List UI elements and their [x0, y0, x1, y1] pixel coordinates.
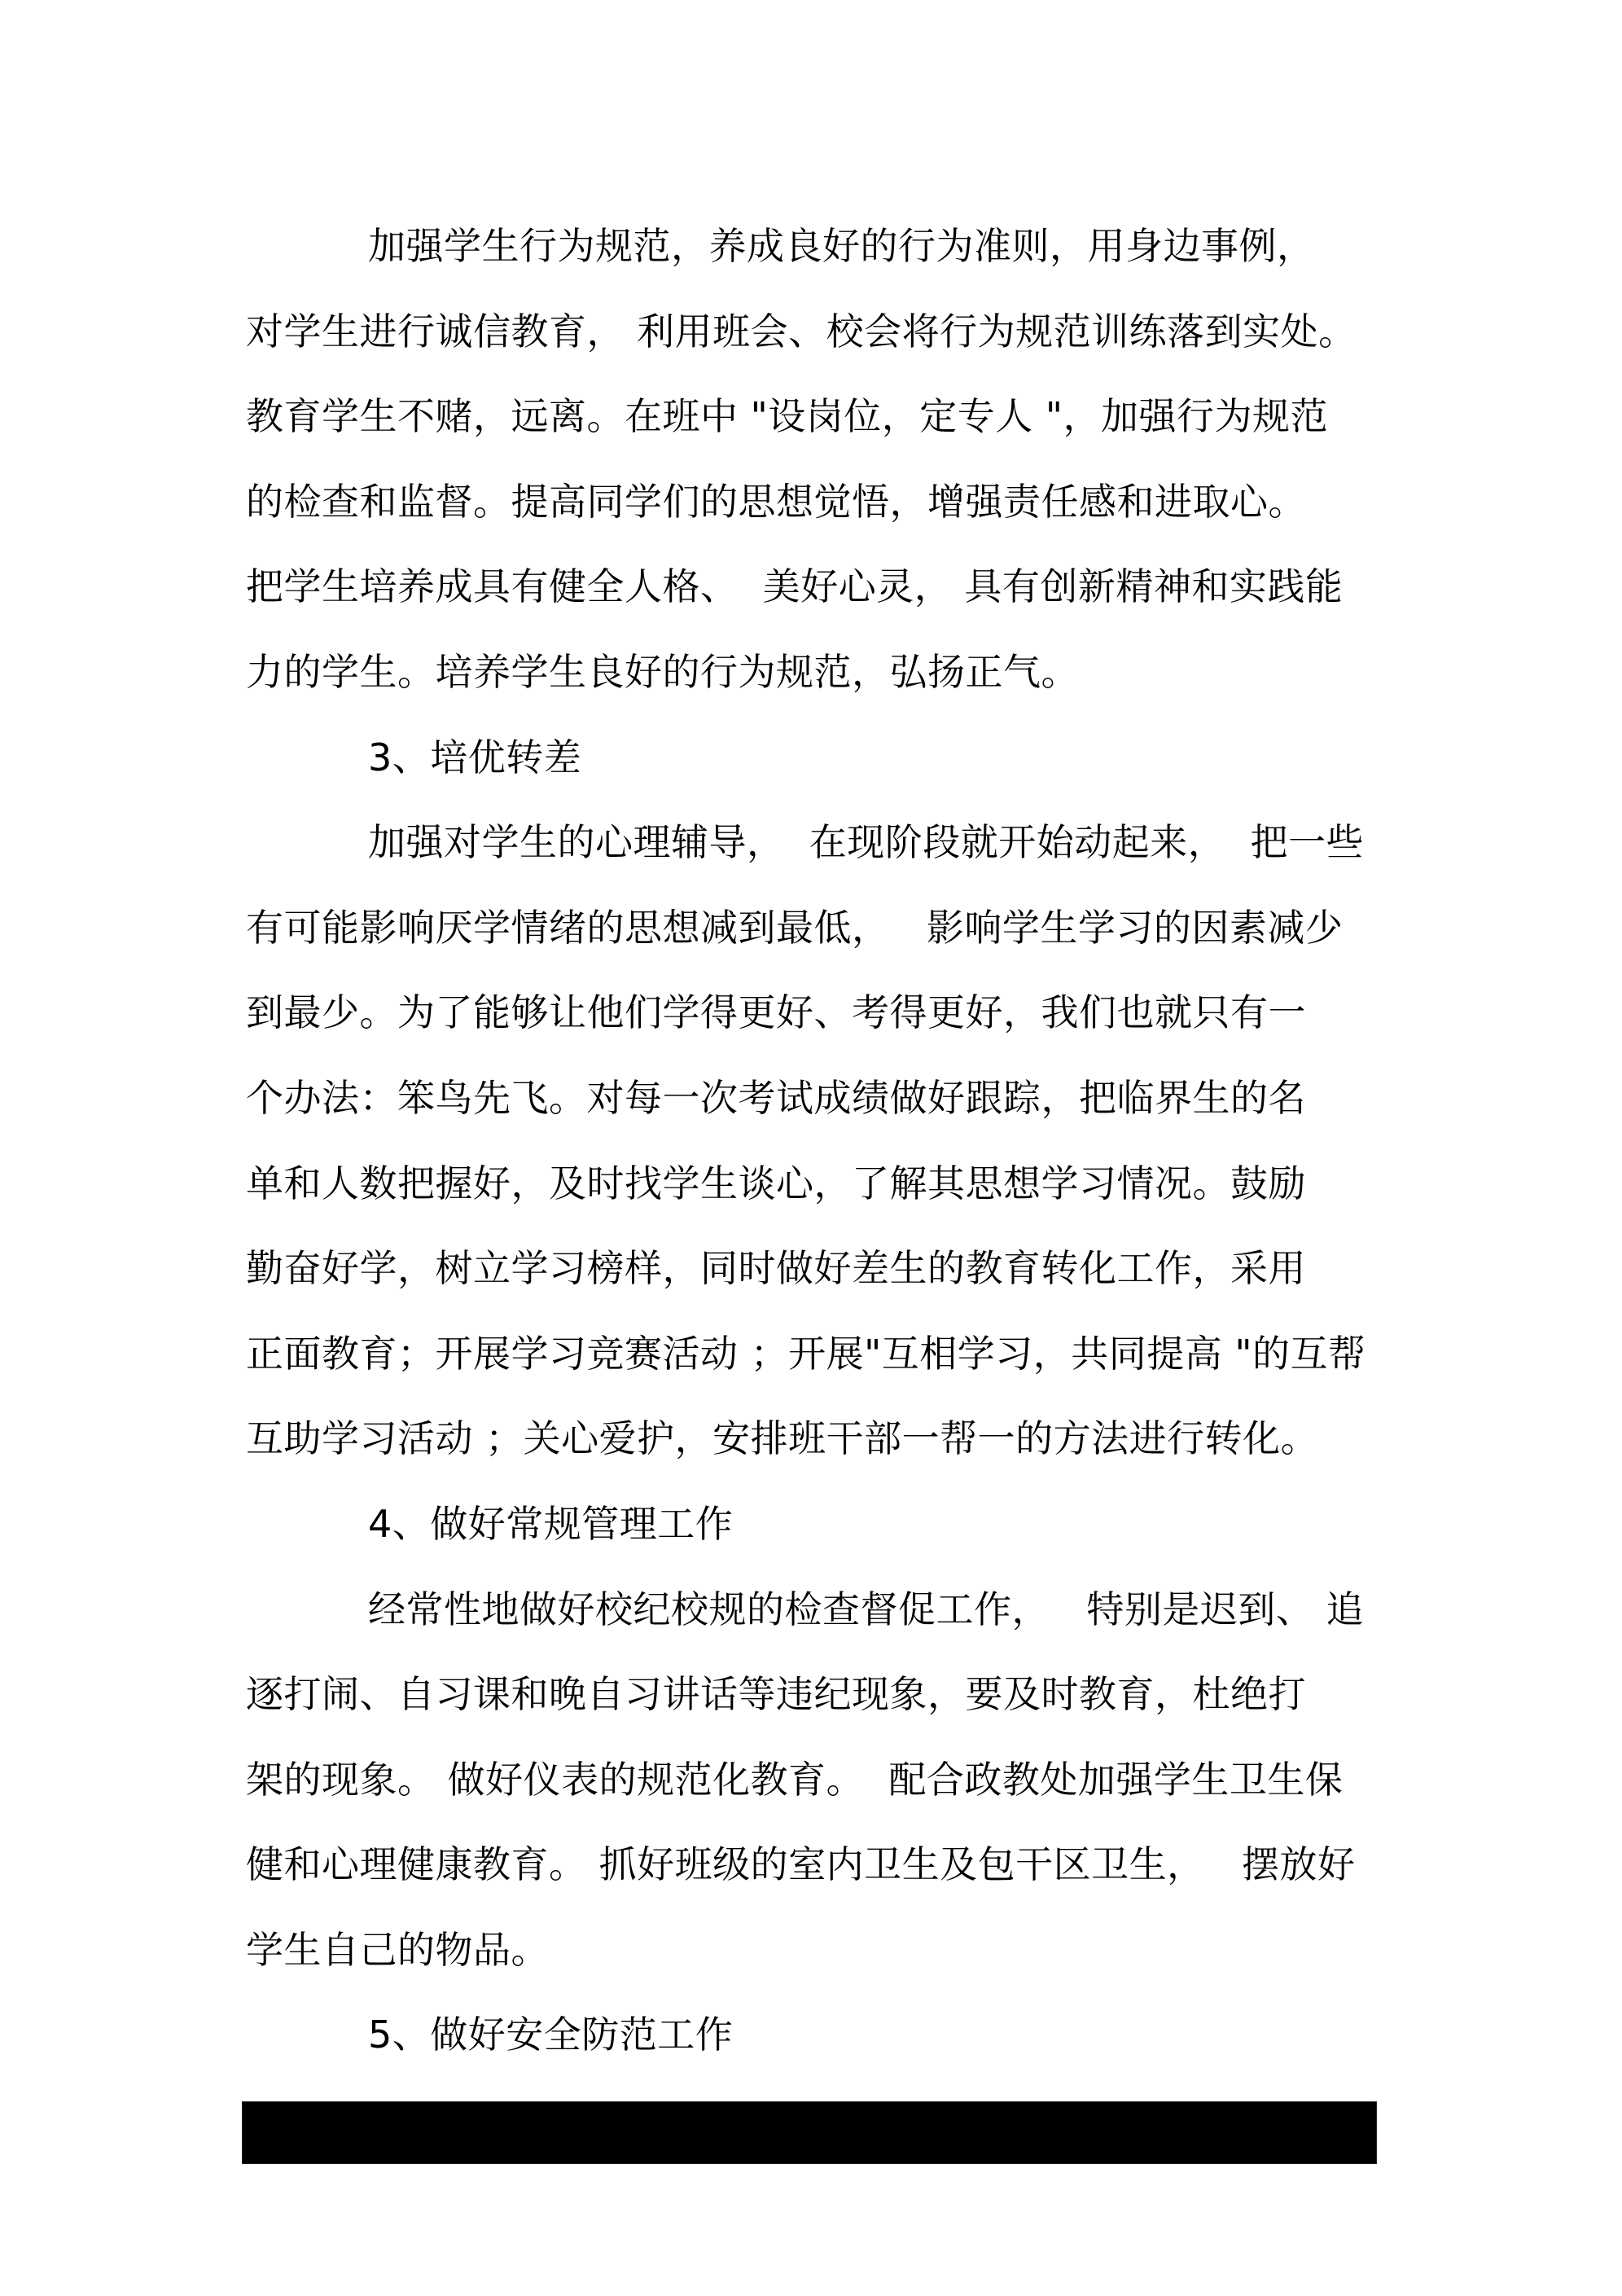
- paragraph-line: 加强对学生的心理辅导， 在现阶段就开始动起来， 把一些: [368, 820, 1364, 864]
- section-heading-3: 3、培优转差: [368, 735, 582, 779]
- paragraph-line: 经常性地做好校纪校规的检查督促工作， 特别是迟到、 追: [368, 1587, 1364, 1631]
- section-heading-4: 4、做好常规管理工作: [368, 1502, 734, 1546]
- paragraph-line: 互助学习活动 ；关心爱护，安排班干部一帮一的方法进行转化。: [246, 1416, 1319, 1460]
- paragraph-line: 把学生培养成具有健全人格、 美好心灵， 具有创新精神和实践能: [246, 564, 1344, 608]
- paragraph-line: 正面教育；开展学习竞赛活动 ；开展"互相学习，共同提高 "的互帮: [246, 1332, 1366, 1376]
- paragraph-line: 到最少。为了能够让他们学得更好、考得更好，我们也就只有一: [246, 990, 1306, 1034]
- paragraph-line: 勤奋好学，树立学习榜样，同时做好差生的教育转化工作，采用: [246, 1246, 1306, 1290]
- paragraph-line: 力的学生。培养学生良好的行为规范，弘扬正气。: [246, 650, 1079, 694]
- paragraph-line: 加强学生行为规范，养成良好的行为准则，用身边事例，: [368, 224, 1315, 268]
- section-heading-5: 5、做好安全防范工作: [368, 2013, 734, 2057]
- redaction-bar: [242, 2101, 1377, 2164]
- paragraph-line: 个办法：笨鸟先飞。对每一次考试成绩做好跟踪，把临界生的名: [246, 1076, 1306, 1120]
- paragraph-line: 单和人数把握好，及时找学生谈心，了解其思想学习情况。鼓励: [246, 1161, 1306, 1205]
- paragraph-line: 的检查和监督。提高同学们的思想觉悟，增强责任感和进取心。: [246, 480, 1306, 524]
- paragraph-line: 教育学生不赌，远离。在班中 "设岗位，定专人 "，加强行为规范: [246, 394, 1329, 438]
- paragraph-line: 健和心理健康教育。 抓好班级的室内卫生及包干区卫生， 摆放好: [246, 1842, 1356, 1886]
- paragraph-line: 对学生进行诚信教育， 利用班会、校会将行为规范训练落到实处。: [246, 309, 1357, 353]
- paragraph-line: 架的现象。 做好仪表的规范化教育。 配合政教处加强学生卫生保: [246, 1758, 1344, 1802]
- paragraph-line: 逐打闹、自习课和晚自习讲话等违纪现象，要及时教育，杜绝打: [246, 1672, 1306, 1716]
- paragraph-line: 学生自己的物品。: [246, 1928, 549, 1972]
- paragraph-line: 有可能影响厌学情绪的思想减到最低， 影响学生学习的因素减少: [246, 906, 1344, 950]
